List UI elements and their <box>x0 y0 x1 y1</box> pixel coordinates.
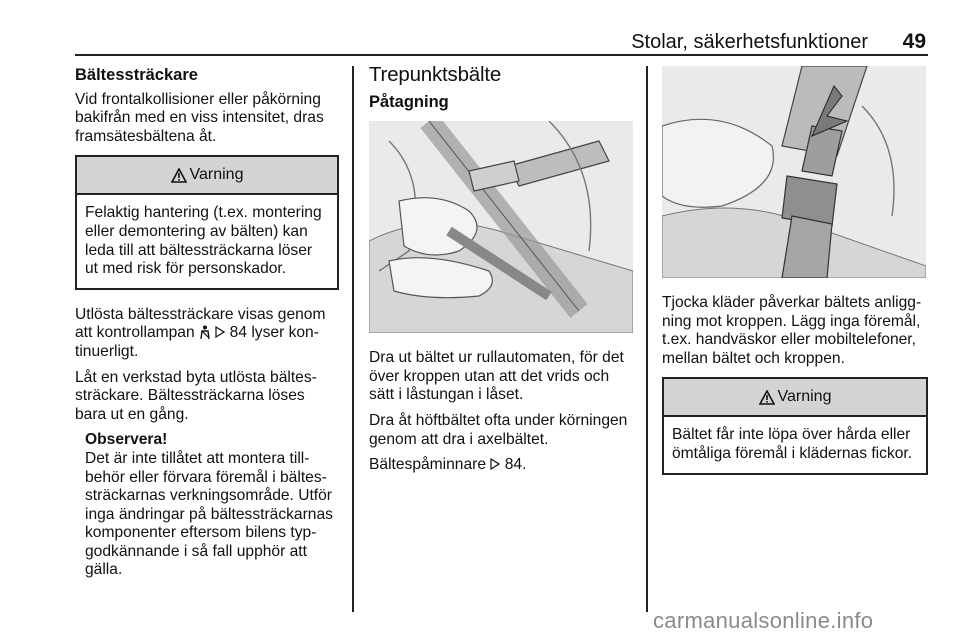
paragraph: Utlösta bältessträckare visas genom att kontrollampan 84 lyser kon-tinuerligt. <box>75 305 326 360</box>
column-divider <box>352 66 354 612</box>
note-text: Det är inte tillåtet att montera till-behör eller förvara föremål i bältes-sträckarnas verkningsområde. Utför inga ändringar på bältessträckarnas komponenter eftersom bilens typ-godkännande i så fall upphör att gälla. <box>85 449 333 579</box>
subsection-heading: Påtagning <box>369 92 449 111</box>
seatbelt-fastening-illustration <box>369 121 633 333</box>
warning-text: Bältet får inte löpa över hårda eller ömtåliga föremål i klädernas fickor. <box>672 426 913 462</box>
watermark: carmanualsonline.info <box>653 608 874 633</box>
page-ref-icon <box>490 458 500 470</box>
section-heading: Trepunktsbälte <box>369 63 502 86</box>
warning-header <box>664 379 926 417</box>
paragraph: Vid frontalkollisioner eller påkörning bakifrån med en viss intensitet, dras framsätesbältena åt. <box>75 90 324 145</box>
paragraph: Dra ut bältet ur rullautomaten, för det över kroppen utan att det vrids och sätt i låstungan i låset. <box>369 349 624 404</box>
paragraph: Bältespåminnare 84. <box>369 456 527 474</box>
paragraph: Tjocka kläder påverkar bältets anligg-ning mot kroppen. Lägg inga föremål, t.ex. handväskor eller mobiltelefoner, mellan bältet och kroppen. <box>662 294 922 367</box>
warning-title: Varning <box>189 166 244 184</box>
column-middle <box>369 63 633 482</box>
note-title: Observera! <box>85 431 168 449</box>
note-block <box>75 431 339 580</box>
column-left <box>75 66 339 580</box>
warning-icon <box>171 168 187 183</box>
page-header <box>75 28 928 56</box>
seatbelt-warning-icon <box>199 325 211 339</box>
warning-icon <box>759 390 775 405</box>
column-right <box>662 66 928 491</box>
section-heading: Bältessträckare <box>75 66 198 84</box>
warning-box <box>662 377 928 474</box>
warning-text: Felaktig hantering (t.ex. montering eller demontering av bälten) kan leda till att bältessträckarna löser ut med risk för personskador. <box>85 204 322 278</box>
warning-header <box>77 157 337 195</box>
page-ref-icon <box>215 326 225 338</box>
warning-box <box>75 155 339 289</box>
page-number: 49 <box>902 30 926 53</box>
column-divider <box>646 66 648 612</box>
paragraph: Låt en verkstad byta utlösta bältes-sträckare. Bältessträckarna löses bara ut en gång. <box>75 368 317 423</box>
warning-title: Varning <box>777 388 832 406</box>
section-title: Stolar, säkerhetsfunktioner <box>631 31 868 53</box>
seatbelt-buckle-illustration <box>662 66 926 278</box>
paragraph: Dra åt höftbältet ofta under körningen genom att dra i axelbältet. <box>369 411 628 448</box>
